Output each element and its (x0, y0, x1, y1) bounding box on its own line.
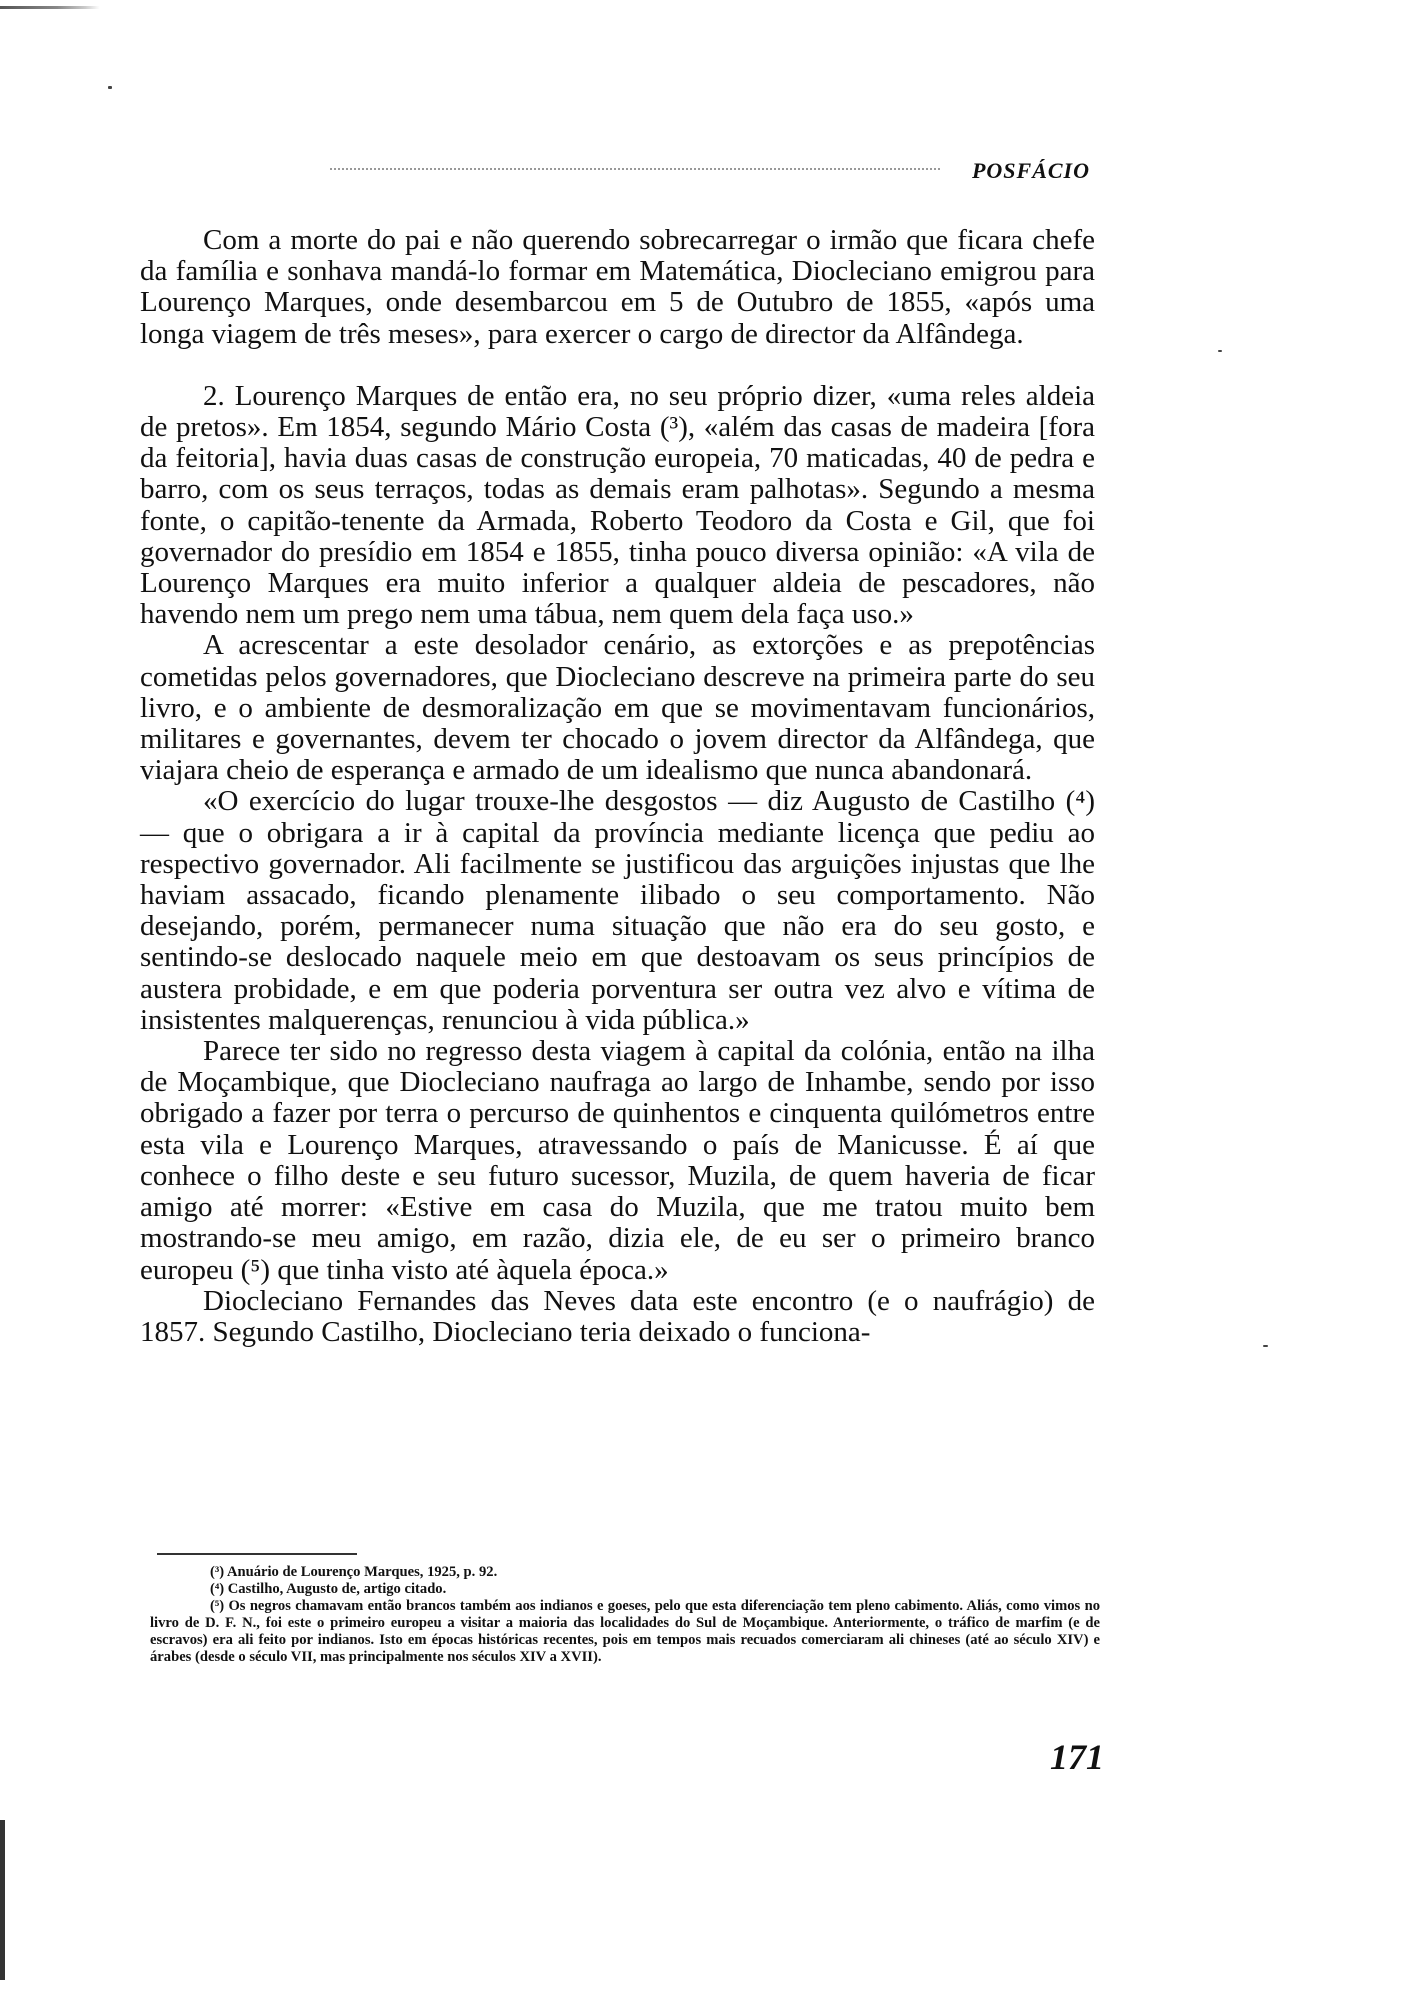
page-number: 171 (1050, 1737, 1104, 1777)
running-head-title: POSFÁCIO (971, 158, 1090, 183)
scan-artifact-top-line (0, 6, 1424, 9)
scan-speck (1218, 350, 1222, 352)
running-head-dotted-leader (330, 162, 940, 170)
paragraph: Diocleciano Fernandes das Neves data este encontro (e o naufrágio) de 1857. Segundo Castilho, Diocleciano teria deixado o funciona- (140, 1284, 1095, 1348)
footnote: (⁴) Castilho, Augusto de, artigo citado. (210, 1581, 447, 1597)
scan-speck (108, 86, 112, 89)
footnote: (⁵) Os negros chamavam então brancos também aos indianos e goeses, pelo que esta diferenciação tem pleno cabimento. Aliás, como vimos no livro de D. F. N., foi este o primeiro europeu a visitar a maioria das localidades do Sul de Moçambique. Anteriormente, o tráfico de marfim (e de escravos) era ali feito por indianos. Isto em épocas históricas recentes, pois em tempos mais recuados comerciaram ali chineses (até ao século XIV) e árabes (desde o século VII, mas principalmente nos séculos XIV a XVII). (150, 1598, 1100, 1665)
footnotes (150, 1564, 1100, 1666)
footnote: (³) Anuário de Lourenço Marques, 1925, p. 92. (210, 1564, 498, 1580)
paragraph: A acrescentar a este desolador cenário, as extorções e as prepotências cometidas pelos governadores, que Diocleciano descreve na primeira parte do seu livro, e o ambiente de desmoralização em que se movimentavam funcionários, militares e governantes, devem ter chocado o jovem director da Alfândega, que viajara cheio de esperança e armado de um idealismo que nunca abandonará. (140, 629, 1095, 787)
body-text (140, 225, 1095, 1348)
paragraph: «O exercício do lugar trouxe-lhe desgostos — diz Augusto de Castilho (⁴) — que o obrigara a ir à capital da província mediante licença que pediu ao respectivo governador. Ali facilmente se justificou das arguições injustas que lhe haviam assacado, ficando plenamente ilibado o seu comportamento. Não desejando, porém, permanecer numa situação que não era do seu gosto, e sentindo-se deslocado naquele meio em que destoavam os seus princípios de austera probidade, e em que poderia porventura ser outra vez alvo e vítima de insistentes malquerenças, renunciou à vida pública.» (140, 785, 1095, 1036)
footnote-separator (157, 1553, 357, 1555)
scan-speck (1263, 1345, 1268, 1347)
paragraph: 2. Lourenço Marques de então era, no seu próprio dizer, «uma reles aldeia de pretos». Em 1854, segundo Mário Costa (³), «além das casas de madeira [fora da feitoria], havia duas casas de construção europeia, 70 maticadas, 40 de pedra e barro, com os seus terraços, todas as demais eram palhotas». Segundo a mesma fonte, o capitão-tenente da Armada, Roberto Teodoro da Costa e Gil, que foi governador do presídio em 1854 e 1855, tinha pouco diversa opinião: «A vila de Lourenço Marques era muito inferior a qualquer aldeia de pescadores, não havendo nem um prego nem uma tábua, nem quem dela faça uso.» (140, 379, 1095, 631)
scan-artifact-left-edge (0, 1820, 5, 1980)
paragraph: Parece ter sido no regresso desta viagem à capital da colónia, então na ilha de Moçambique, que Diocleciano naufraga ao largo de Inhambe, sendo por isso obrigado a fazer por terra o percurso de quinhentos e cinquenta quilómetros entre esta vila e Lourenço Marques, atravessando o país de Manicusse. É aí que conhece o filho deste e seu futuro sucessor, Muzila, de quem haveria de ficar amigo até morrer: «Estive em casa do Muzila, que me tratou muito bem mostrando-se meu amigo, em razão, dizia ele, de eu ser o primeiro branco europeu (⁵) que tinha visto até àquela época.» (140, 1035, 1095, 1286)
paragraph: Com a morte do pai e não querendo sobrecarregar o irmão que ficara chefe da família e sonhava mandá-lo formar em Matemática, Diocleciano emigrou para Lourenço Marques, onde desembarcou em 5 de Outubro de 1855, «após uma longa viagem de três meses», para exercer o cargo de director da Alfândega. (140, 224, 1095, 350)
